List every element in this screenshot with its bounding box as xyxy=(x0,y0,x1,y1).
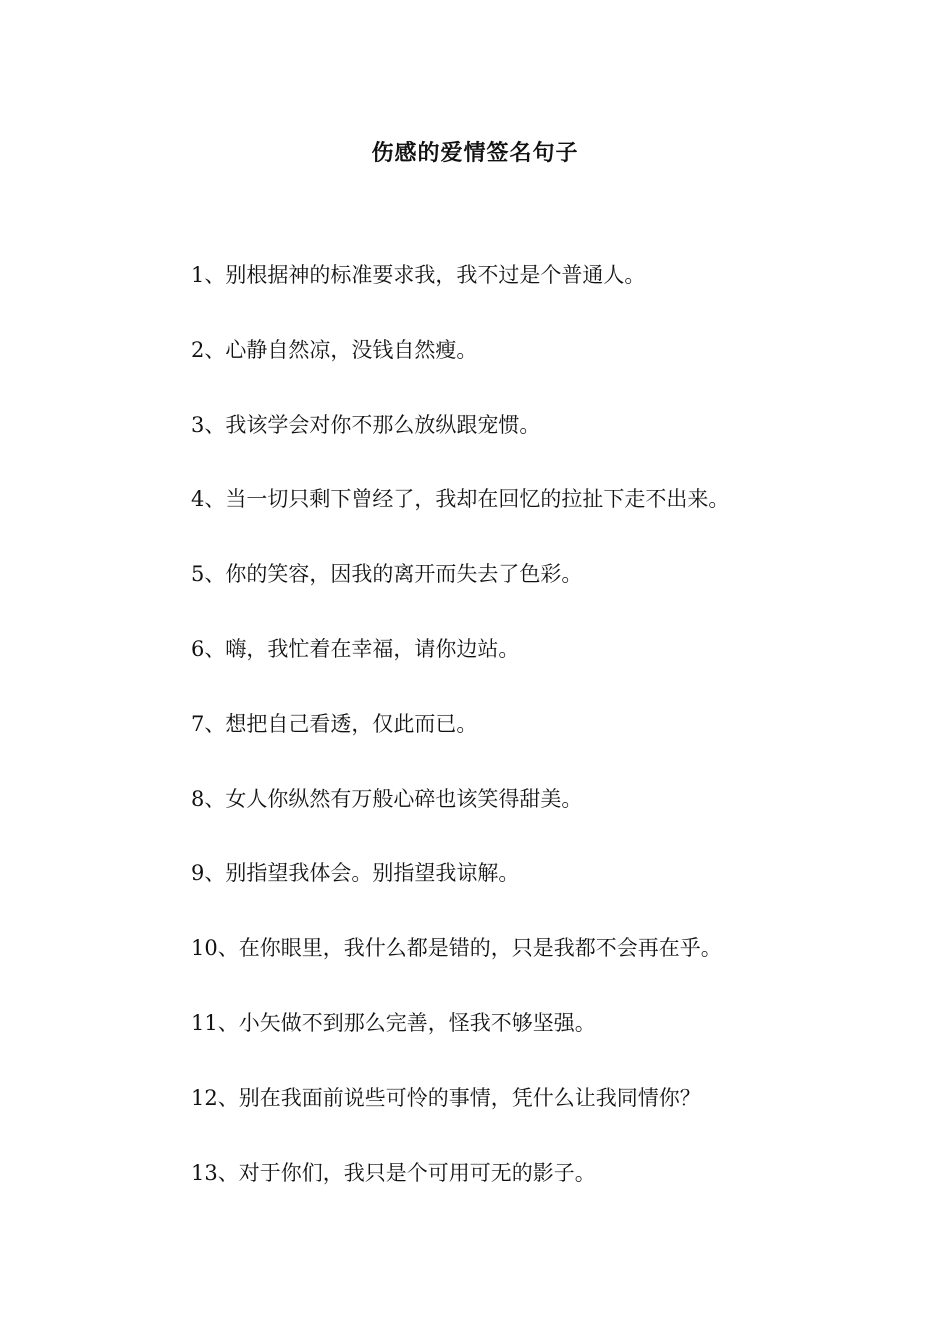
item-separator: 、 xyxy=(217,1010,239,1035)
list-item xyxy=(191,704,911,779)
item-number: 12 xyxy=(191,1085,218,1110)
item-text: 当一切只剩下曾经了，我却在回忆的拉扯下走不出来。 xyxy=(225,487,730,512)
list-item xyxy=(191,853,911,928)
list-item xyxy=(191,928,911,1003)
item-separator: 、 xyxy=(204,487,226,512)
item-separator: 、 xyxy=(204,861,226,886)
item-text: 我该学会对你不那么放纵跟宠惯。 xyxy=(225,412,541,437)
list-item xyxy=(191,479,911,554)
item-separator: 、 xyxy=(204,337,226,362)
item-separator: 、 xyxy=(217,1085,239,1110)
item-separator: 、 xyxy=(204,263,226,287)
item-number: 10 xyxy=(191,936,218,961)
item-number: 1 xyxy=(191,263,205,287)
list-item xyxy=(191,1078,911,1153)
item-text: 女人你纵然有万般心碎也该笑得甜美。 xyxy=(225,786,583,811)
sentence-list xyxy=(191,255,911,1227)
item-separator: 、 xyxy=(204,412,226,437)
item-number: 13 xyxy=(191,1160,218,1185)
item-text: 小矢做不到那么完善，怪我不够坚强。 xyxy=(238,1010,596,1035)
item-number: 3 xyxy=(191,412,205,437)
item-separator: 、 xyxy=(217,936,239,961)
item-separator: 、 xyxy=(204,711,226,736)
list-item xyxy=(191,779,911,854)
item-number: 4 xyxy=(191,487,205,512)
item-number: 9 xyxy=(191,861,205,886)
item-number: 5 xyxy=(191,562,205,587)
item-text: 心静自然凉，没钱自然瘦。 xyxy=(225,337,478,362)
item-text: 别指望我体会。别指望我谅解。 xyxy=(225,861,520,886)
item-number: 2 xyxy=(191,337,205,362)
item-text: 别在我面前说些可怜的事情，凭什么让我同情你？ xyxy=(238,1085,701,1110)
item-text: 嗨，我忙着在幸福，请你边站。 xyxy=(225,636,520,661)
item-text: 别根据神的标准要求我，我不过是个普通人。 xyxy=(225,263,646,287)
list-item xyxy=(191,1003,911,1078)
item-separator: 、 xyxy=(204,636,226,661)
list-item xyxy=(191,405,911,480)
list-item xyxy=(191,554,911,629)
item-number: 6 xyxy=(191,636,205,661)
list-item xyxy=(191,1153,911,1228)
item-separator: 、 xyxy=(204,562,226,587)
list-item xyxy=(191,330,911,405)
item-number: 8 xyxy=(191,786,205,811)
item-number: 7 xyxy=(191,711,205,736)
item-text: 想把自己看透，仅此而已。 xyxy=(225,711,478,736)
document-title: 伤感的爱情签名句子 xyxy=(371,140,579,166)
item-separator: 、 xyxy=(204,786,226,811)
item-separator: 、 xyxy=(217,1160,239,1185)
list-item xyxy=(191,629,911,704)
item-text: 你的笑容，因我的离开而失去了色彩。 xyxy=(225,562,583,587)
list-item xyxy=(191,255,911,330)
item-number: 11 xyxy=(191,1010,218,1035)
item-text: 对于你们，我只是个可用可无的影子。 xyxy=(238,1160,596,1185)
item-text: 在你眼里，我什么都是错的，只是我都不会再在乎。 xyxy=(238,936,722,961)
